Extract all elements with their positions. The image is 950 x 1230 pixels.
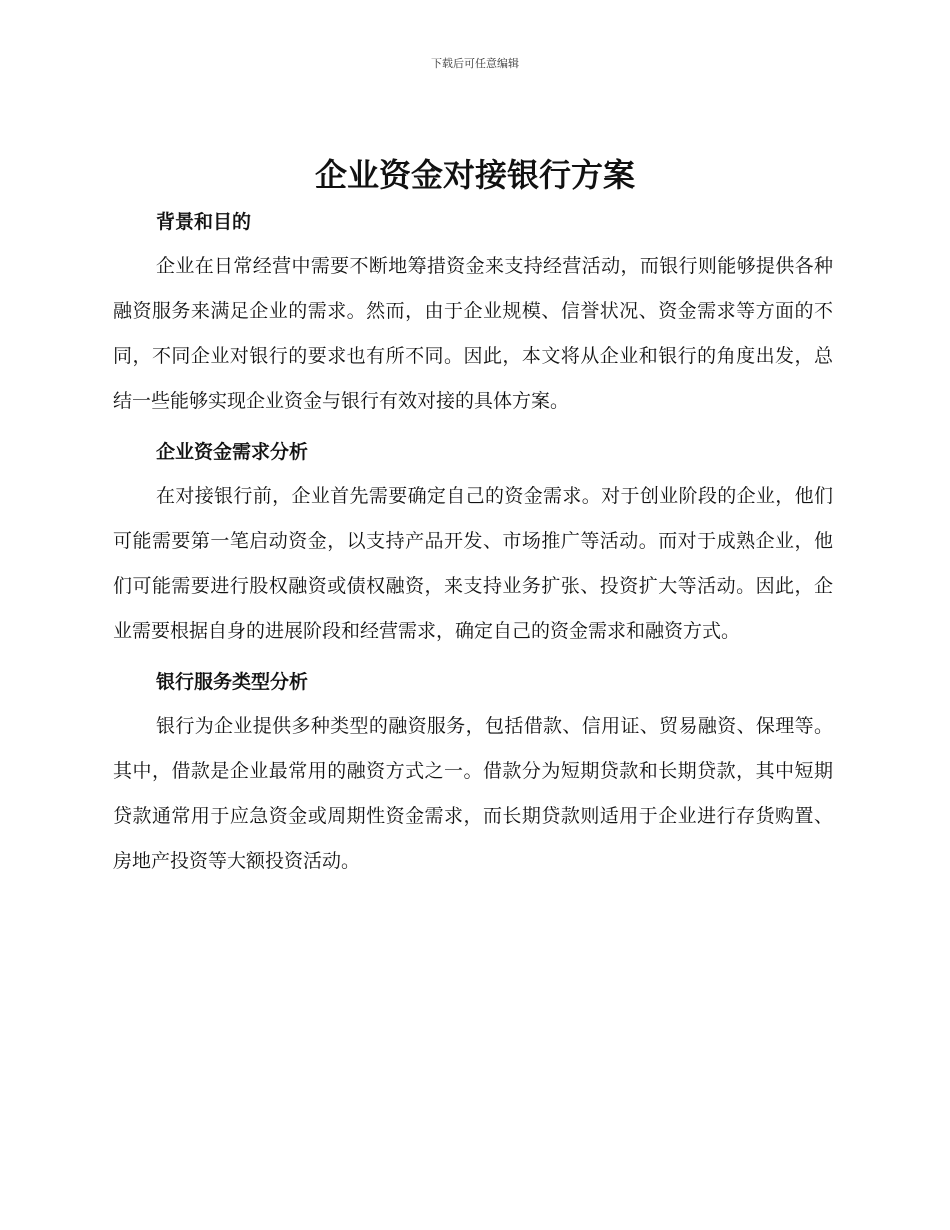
document-title: 企业资金对接银行方案 (314, 156, 635, 194)
section-heading: 银行服务类型分析 (156, 671, 309, 693)
section-heading: 背景和目的 (156, 211, 252, 233)
section-paragraph: 在对接银行前，企业首先需要确定自己的资金需求。对于创业阶段的企业，他们可能需要第一笔启动资金，以支持产品开发、市场推广等活动。而对于成熟企业，他们可能需要进行股权融资或债权融资，来支持业务扩张、投资扩大等活动。因此，企业需要根据自身的进展阶段和经营需求，确定自己的资金需求和融资方式。 (113, 485, 833, 642)
document-content (113, 200, 833, 890)
section-background (113, 200, 833, 424)
section-paragraph: 银行为企业提供多种类型的融资服务，包括借款、信用证、贸易融资、保理等。其中，借款是企业最常用的融资方式之一。借款分为短期贷款和长期贷款，其中短期贷款通常用于应急资金或周期性资金需求，而长期贷款则适用于企业进行存货购置、房地产投资等大额投资活动。 (113, 715, 833, 872)
section-heading: 企业资金需求分析 (156, 441, 309, 463)
section-paragraph: 企业在日常经营中需要不断地筹措资金来支持经营活动，而银行则能够提供各种融资服务来满足企业的需求。然而，由于企业规模、信誉状况、资金需求等方面的不同，不同企业对银行的要求也有所不同。因此，本文将从企业和银行的角度出发，总结一些能够实现企业资金与银行有效对接的具体方案。 (113, 255, 833, 412)
header-note: 下载后可任意编辑 (431, 57, 519, 70)
section-demand-analysis (113, 430, 833, 654)
section-bank-services (113, 660, 833, 884)
